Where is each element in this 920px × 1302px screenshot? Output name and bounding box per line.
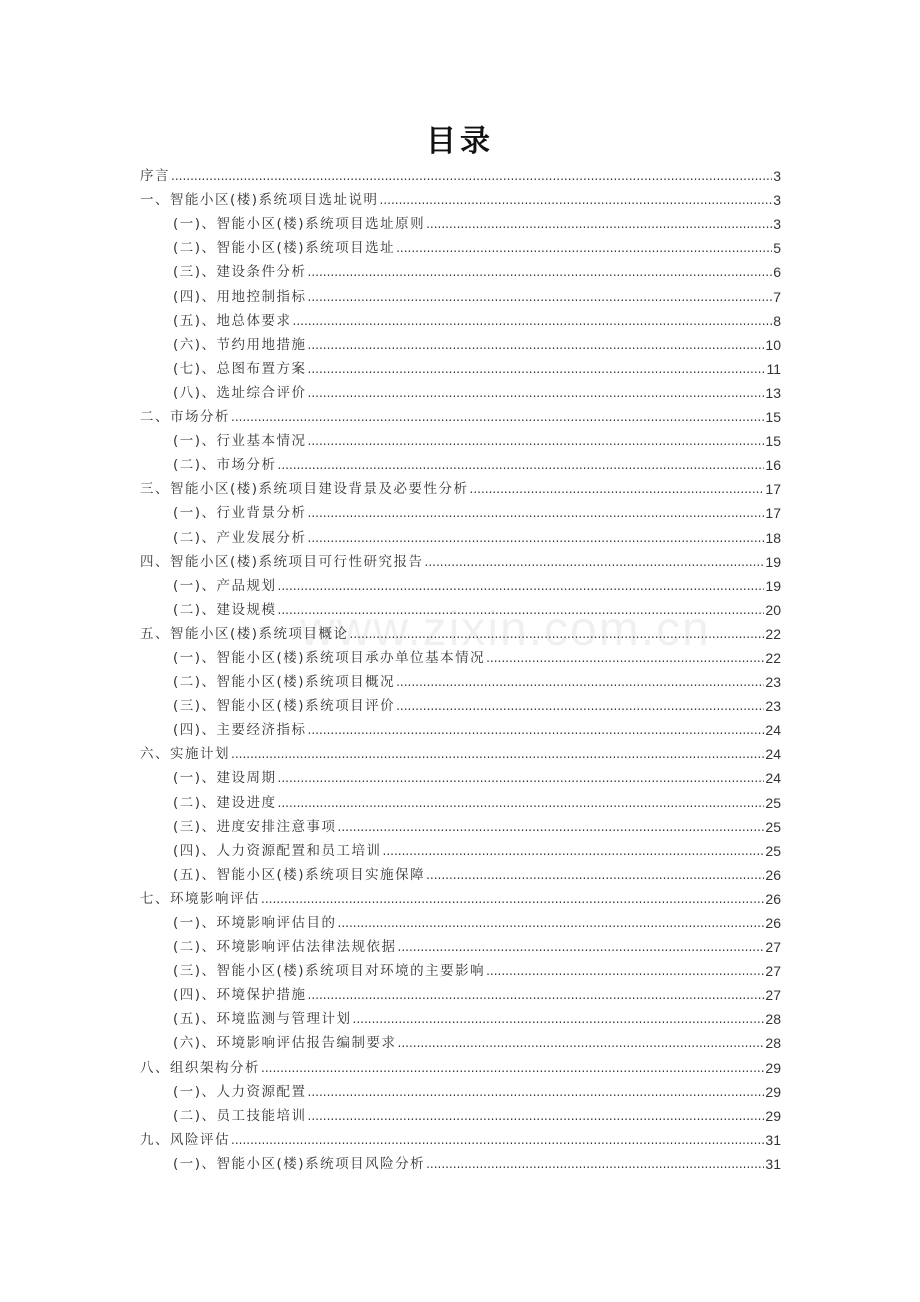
toc-entry-page: 16 <box>765 457 781 474</box>
toc-entry-label: 五、智能小区(楼)系统项目概论 <box>140 625 349 642</box>
toc-leader-dots <box>398 1034 765 1052</box>
toc-entry-label: (一)、行业基本情况 <box>173 433 307 450</box>
toc-entry[interactable] <box>140 956 781 980</box>
toc-entry-label: (五)、智能小区(楼)系统项目实施保障 <box>173 866 426 883</box>
toc-entry-label: (三)、进度安排注意事项 <box>173 818 337 835</box>
toc-entry[interactable] <box>140 1052 781 1076</box>
toc-leader-dots <box>426 866 764 884</box>
toc-entry-label: (三)、建设条件分析 <box>173 264 307 281</box>
toc-leader-dots <box>171 167 772 185</box>
toc-entry[interactable] <box>140 595 781 619</box>
toc-entry-label: (四)、主要经济指标 <box>173 722 307 739</box>
toc-entry-label: 四、智能小区(楼)系统项目可行性研究报告 <box>140 553 424 570</box>
toc-entry-label: 一、智能小区(楼)系统项目选址说明 <box>140 192 379 209</box>
toc-leader-dots <box>396 697 764 715</box>
toc-entry[interactable] <box>140 1101 781 1125</box>
toc-entry[interactable] <box>140 426 781 450</box>
toc-leader-dots <box>308 529 765 547</box>
toc-entry-page: 25 <box>765 818 781 835</box>
toc-entry-label: (二)、建设进度 <box>173 794 277 811</box>
toc-entry[interactable] <box>140 185 781 209</box>
toc-entry-page: 5 <box>773 240 781 257</box>
toc-leader-dots <box>231 745 764 763</box>
toc-entry[interactable] <box>140 860 781 884</box>
toc-leader-dots <box>261 1059 764 1077</box>
toc-entry-page: 29 <box>765 1059 781 1076</box>
toc-entry-label: (四)、人力资源配置和员工培训 <box>173 842 382 859</box>
toc-entry-page: 24 <box>765 722 781 739</box>
toc-entry-page: 15 <box>765 433 781 450</box>
toc-leader-dots <box>308 336 765 354</box>
toc-entry-label: (三)、智能小区(楼)系统项目评价 <box>173 698 396 715</box>
toc-entry[interactable] <box>140 378 781 402</box>
toc-leader-dots <box>308 1083 765 1101</box>
toc-entry-label: 六、实施计划 <box>140 746 230 763</box>
toc-entry-page: 10 <box>765 336 781 353</box>
toc-entry[interactable] <box>140 233 781 257</box>
toc-entry[interactable] <box>140 787 781 811</box>
toc-entry-label: (四)、用地控制指标 <box>173 288 307 305</box>
toc-entry[interactable] <box>140 812 781 836</box>
toc-entry-page: 22 <box>765 649 781 666</box>
toc-entry-page: 28 <box>765 1035 781 1052</box>
toc-entry-label: 三、智能小区(楼)系统项目建设背景及必要性分析 <box>140 481 469 498</box>
toc-leader-dots <box>308 721 765 739</box>
toc-leader-dots <box>308 504 765 522</box>
toc-entry-label: (二)、员工技能培训 <box>173 1107 307 1124</box>
toc-entry-label: (七)、总图布置方案 <box>173 360 307 377</box>
toc-leader-dots <box>426 1155 764 1173</box>
toc-entry[interactable] <box>140 1028 781 1052</box>
toc-entry-label: (二)、市场分析 <box>173 457 277 474</box>
toc-entry-page: 11 <box>766 360 781 377</box>
page-title: 目录 <box>426 124 494 159</box>
toc-leader-dots <box>353 1010 765 1028</box>
toc-leader-dots <box>231 408 764 426</box>
toc-entry-page: 3 <box>773 168 781 185</box>
toc-entry-label: (二)、智能小区(楼)系统项目概况 <box>173 674 396 691</box>
toc-entry-page: 3 <box>773 216 781 233</box>
toc-leader-dots <box>338 914 765 932</box>
toc-entry-page: 22 <box>765 625 781 642</box>
toc-leader-dots <box>338 818 765 836</box>
toc-entry-label: (六)、节约用地措施 <box>173 336 307 353</box>
toc-entry-page: 19 <box>765 577 781 594</box>
toc-leader-dots <box>398 938 765 956</box>
toc-entry-label: (六)、环境影响评估报告编制要求 <box>173 1035 397 1052</box>
toc-entry-page: 8 <box>773 312 781 329</box>
toc-leader-dots <box>308 288 773 306</box>
toc-entry[interactable] <box>140 643 781 667</box>
toc-entry-page: 29 <box>765 1083 781 1100</box>
toc-entry[interactable] <box>140 715 781 739</box>
toc-leader-dots <box>380 191 773 209</box>
toc-entry-label: (五)、环境监测与管理计划 <box>173 1011 352 1028</box>
toc-entry-label: (一)、建设周期 <box>173 770 277 787</box>
toc-entry-page: 23 <box>765 674 781 691</box>
toc-entry-page: 26 <box>765 915 781 931</box>
toc-entry-page: 24 <box>765 746 781 763</box>
toc-leader-dots <box>425 553 765 571</box>
toc-entry-label: (一)、产品规划 <box>173 577 277 594</box>
toc-leader-dots <box>486 962 764 980</box>
toc-entry-page: 25 <box>765 794 781 811</box>
toc-entry[interactable] <box>140 281 781 305</box>
toc-entry-label: (一)、智能小区(楼)系统项目承办单位基本情况 <box>173 649 486 666</box>
toc-leader-dots <box>308 986 765 1004</box>
toc-leader-dots <box>308 263 773 281</box>
toc-entry[interactable] <box>140 739 781 763</box>
toc-entry[interactable] <box>140 763 781 787</box>
toc-leader-dots <box>486 649 764 667</box>
toc-leader-dots <box>278 769 765 787</box>
toc-entry-page: 26 <box>765 890 781 907</box>
toc-leader-dots <box>261 890 764 908</box>
toc-entry-label: (二)、建设规模 <box>173 601 277 618</box>
toc-entry-label: (二)、环境影响评估法律法规依据 <box>173 939 397 956</box>
toc-leader-dots <box>278 456 765 474</box>
toc-entry-page: 26 <box>765 866 781 883</box>
toc-entry-page: 27 <box>765 963 781 980</box>
toc-entry[interactable] <box>140 932 781 956</box>
toc-entry[interactable] <box>140 1149 781 1173</box>
toc-entry[interactable] <box>140 522 781 546</box>
toc-entry-page: 3 <box>773 192 781 209</box>
toc-leader-dots <box>308 360 766 378</box>
toc-entry-label: 序言 <box>140 168 170 185</box>
toc-entry[interactable] <box>140 161 781 185</box>
toc-entry-page: 7 <box>773 288 781 305</box>
watermark: www.zixin.com.cn <box>300 603 711 656</box>
toc-entry[interactable] <box>140 257 781 281</box>
toc-leader-dots <box>308 1107 765 1125</box>
toc-entry-page: 24 <box>765 770 781 787</box>
toc-entry[interactable] <box>140 450 781 474</box>
toc-entry[interactable] <box>140 667 781 691</box>
toc-entry-page: 15 <box>765 409 781 426</box>
toc-entry-page: 25 <box>765 842 781 859</box>
toc-entry[interactable] <box>140 980 781 1004</box>
toc-leader-dots <box>396 239 772 257</box>
toc-leader-dots <box>383 842 765 860</box>
toc-leader-dots <box>293 312 773 330</box>
toc-entry-label: (八)、选址综合评价 <box>173 384 307 401</box>
toc-entry[interactable] <box>140 209 781 233</box>
toc-leader-dots <box>426 215 772 233</box>
toc-entry-page: 19 <box>765 553 781 570</box>
toc-entry-page: 27 <box>765 987 781 1004</box>
toc-leader-dots <box>308 384 765 402</box>
toc-entry-label: (三)、智能小区(楼)系统项目对环境的主要影响 <box>173 963 486 980</box>
toc-entry-page: 6 <box>773 264 781 281</box>
toc-entry-page: 31 <box>765 1131 781 1148</box>
toc-entry[interactable] <box>140 330 781 354</box>
toc-entry-label: (二)、产业发展分析 <box>173 529 307 546</box>
toc-entry[interactable] <box>140 836 781 860</box>
toc-entry[interactable] <box>140 498 781 522</box>
toc-entry-label: 二、市场分析 <box>140 409 230 426</box>
toc-entry-page: 13 <box>765 384 781 401</box>
toc-entry[interactable] <box>140 1004 781 1028</box>
toc-entry-label: 八、组织架构分析 <box>140 1059 260 1076</box>
toc-entry-page: 27 <box>765 939 781 956</box>
toc-leader-dots <box>278 577 765 595</box>
toc-entry-label: (一)、行业背景分析 <box>173 505 307 522</box>
toc-entry-page: 17 <box>765 505 781 522</box>
toc-entry[interactable] <box>140 691 781 715</box>
toc-entry-page: 18 <box>765 529 781 546</box>
toc-leader-dots <box>278 601 765 619</box>
toc-leader-dots <box>470 480 765 498</box>
toc-entry-label: (五)、地总体要求 <box>173 312 292 329</box>
toc-entry-label: (一)、环境影响评估目的 <box>173 915 337 931</box>
toc-entry-page: 28 <box>765 1011 781 1028</box>
toc-entry-page: 23 <box>765 698 781 715</box>
toc-entry[interactable] <box>140 306 781 330</box>
toc-entry[interactable] <box>140 1125 781 1149</box>
toc-entry-label: (二)、智能小区(楼)系统项目选址 <box>173 240 396 257</box>
toc-entry[interactable] <box>140 619 781 643</box>
table-of-contents <box>140 161 781 1173</box>
toc-entry[interactable] <box>140 1077 781 1101</box>
toc-entry-label: (四)、环境保护措施 <box>173 987 307 1004</box>
toc-entry-page: 29 <box>765 1107 781 1124</box>
toc-entry[interactable] <box>140 354 781 378</box>
toc-leader-dots <box>278 794 765 812</box>
toc-entry[interactable] <box>140 474 781 498</box>
toc-entry[interactable] <box>140 884 781 908</box>
toc-leader-dots <box>396 673 764 691</box>
toc-entry-label: (一)、智能小区(楼)系统项目风险分析 <box>173 1155 426 1172</box>
toc-leader-dots <box>350 625 765 643</box>
toc-entry-page: 17 <box>765 481 781 498</box>
toc-entry[interactable] <box>140 571 781 595</box>
toc-entry[interactable] <box>140 402 781 426</box>
toc-entry-page: 20 <box>765 601 781 618</box>
toc-leader-dots <box>231 1131 764 1149</box>
toc-entry-label: 七、环境影响评估 <box>140 890 260 907</box>
toc-entry-label: 九、风险评估 <box>140 1131 230 1148</box>
toc-entry-page: 31 <box>765 1155 781 1172</box>
toc-leader-dots <box>308 432 765 450</box>
toc-entry-label: (一)、智能小区(楼)系统项目选址原则 <box>173 216 426 233</box>
toc-entry[interactable] <box>140 547 781 571</box>
toc-entry[interactable] <box>140 908 781 932</box>
toc-entry-label: (一)、人力资源配置 <box>173 1083 307 1100</box>
